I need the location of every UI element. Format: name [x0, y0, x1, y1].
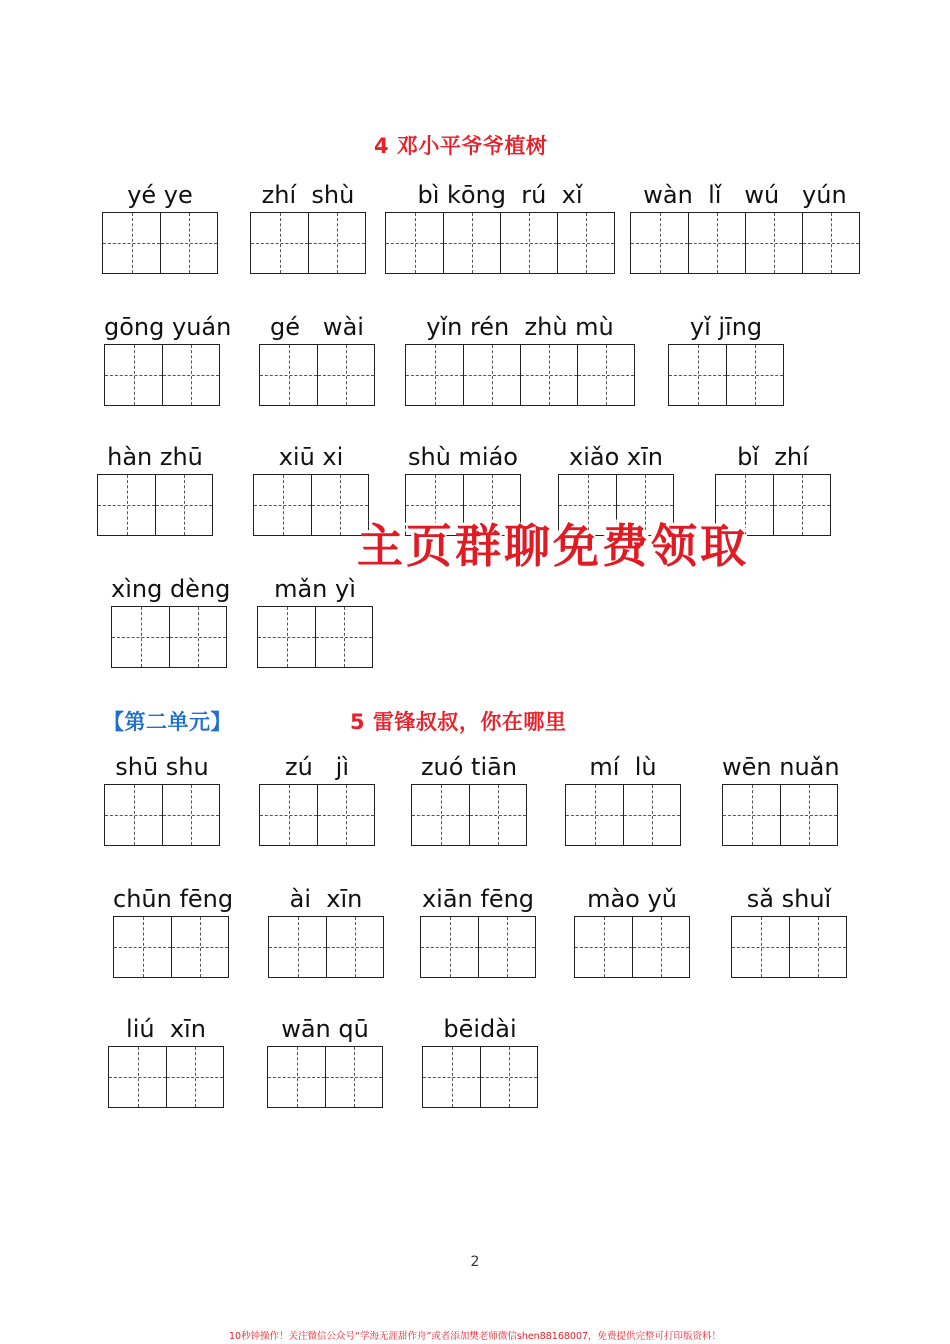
- tianzige-boxes[interactable]: [108, 1046, 224, 1108]
- tianzige-boxes[interactable]: [574, 916, 690, 978]
- word-item: [668, 312, 784, 408]
- pinyin: xiǎo xīn: [569, 443, 663, 471]
- tianzige-boxes[interactable]: [257, 606, 373, 668]
- pinyin: gé wài: [270, 313, 364, 341]
- pinyin: mǎn yì: [274, 575, 356, 603]
- pinyin: bì kōng rú xǐ: [417, 181, 583, 209]
- word-item: [259, 312, 375, 408]
- word-item: [253, 442, 369, 538]
- word-item: [268, 884, 384, 980]
- pinyin: zú jì: [284, 753, 350, 781]
- pinyin: yǐ jīng: [689, 313, 763, 341]
- word-item: [97, 442, 213, 538]
- pinyin: bēidài: [443, 1015, 517, 1043]
- lesson4-title: 4 邓小平爷爷植树: [374, 134, 548, 158]
- tianzige-boxes[interactable]: [104, 784, 220, 846]
- pinyin: wàn lǐ wú yún: [643, 181, 847, 209]
- word-item: [385, 180, 615, 276]
- pinyin: yé ye: [127, 181, 193, 209]
- word-item: [111, 574, 231, 670]
- word-item: [411, 752, 527, 848]
- tianzige-boxes[interactable]: [411, 784, 527, 846]
- tianzige-boxes[interactable]: [253, 474, 369, 536]
- unit2-label: 【第二单元】: [103, 710, 232, 734]
- pinyin: gōng yuán: [104, 313, 232, 341]
- word-item: [113, 884, 234, 980]
- tianzige-boxes[interactable]: [113, 916, 229, 978]
- word-item: [259, 752, 375, 848]
- tianzige-boxes[interactable]: [668, 344, 784, 406]
- pinyin: ài xīn: [289, 885, 363, 913]
- page-number: 2: [470, 1254, 480, 1270]
- pinyin: shū shu: [115, 753, 209, 781]
- word-item: [405, 312, 635, 408]
- pinyin: bǐ zhí: [737, 443, 809, 471]
- word-item: [104, 752, 220, 848]
- tianzige-boxes[interactable]: [268, 916, 384, 978]
- pinyin: wēn nuǎn: [722, 753, 840, 781]
- word-item: [267, 1014, 383, 1110]
- pinyin: yǐn rén zhù mù: [426, 313, 614, 341]
- word-item: [257, 574, 373, 670]
- word-item: [104, 312, 232, 408]
- tianzige-boxes[interactable]: [630, 212, 860, 274]
- pinyin: hàn zhū: [107, 443, 203, 471]
- tianzige-boxes[interactable]: [267, 1046, 383, 1108]
- word-item: [574, 884, 690, 980]
- tianzige-boxes[interactable]: [97, 474, 213, 536]
- promo-watermark: 主页群聊免费领取: [357, 519, 749, 573]
- tianzige-boxes[interactable]: [405, 344, 635, 406]
- pinyin: chūn fēng: [113, 885, 234, 913]
- tianzige-boxes[interactable]: [104, 344, 220, 406]
- tianzige-boxes[interactable]: [385, 212, 615, 274]
- pinyin: sǎ shuǐ: [746, 885, 832, 913]
- word-item: [250, 180, 366, 276]
- lesson5-title: 5 雷锋叔叔，你在哪里: [350, 710, 567, 734]
- tianzige-boxes[interactable]: [259, 784, 375, 846]
- pinyin: mí lù: [589, 753, 657, 781]
- pinyin: zuó tiān: [420, 753, 518, 781]
- tianzige-boxes[interactable]: [422, 1046, 538, 1108]
- tianzige-boxes[interactable]: [420, 916, 536, 978]
- word-item: [731, 884, 847, 980]
- tianzige-boxes[interactable]: [722, 784, 838, 846]
- pinyin: wān qū: [281, 1015, 369, 1043]
- tianzige-boxes[interactable]: [250, 212, 366, 274]
- word-item: [722, 752, 838, 848]
- word-item: [630, 180, 860, 276]
- pinyin: xiān fēng: [421, 885, 535, 913]
- pinyin: zhí shù: [261, 181, 355, 209]
- word-item: [420, 884, 536, 980]
- pinyin: mào yǔ: [587, 885, 677, 913]
- word-item: [102, 180, 218, 276]
- tianzige-boxes[interactable]: [111, 606, 227, 668]
- word-item: [422, 1014, 538, 1110]
- pinyin: xiū xi: [278, 443, 344, 471]
- tianzige-boxes[interactable]: [731, 916, 847, 978]
- pinyin: xìng dèng: [111, 575, 231, 603]
- pinyin: liú xīn: [126, 1015, 206, 1043]
- tianzige-boxes[interactable]: [102, 212, 218, 274]
- word-item: [565, 752, 681, 848]
- word-item: [108, 1014, 224, 1110]
- tianzige-boxes[interactable]: [259, 344, 375, 406]
- pinyin: shù miáo: [408, 443, 518, 471]
- footer-note: 10秒钟操作！关注微信公众号“学海无涯甜作舟”或者添加樊老师微信shen88168007，免费提供完整可打印版资料！: [228, 1331, 722, 1342]
- tianzige-boxes[interactable]: [565, 784, 681, 846]
